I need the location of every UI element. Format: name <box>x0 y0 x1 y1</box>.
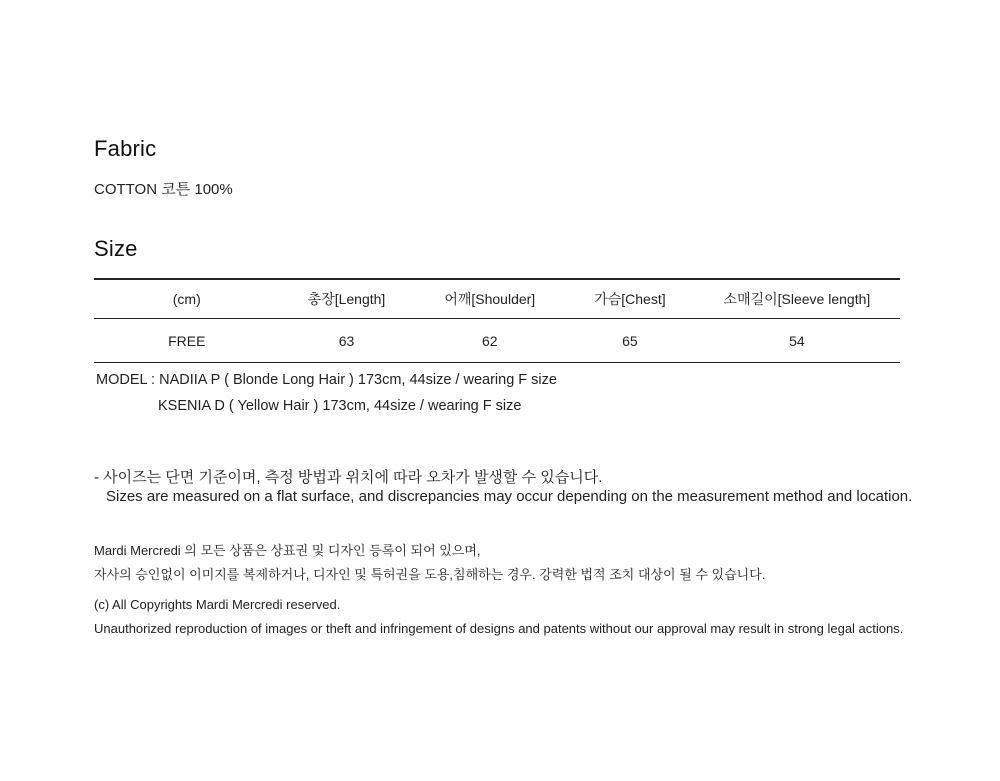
size-table-cell: 65 <box>566 319 694 363</box>
size-table-cell: 63 <box>280 319 414 363</box>
model-info-line: MODEL : NADIIA P ( Blonde Long Hair ) 173cm, 44size / wearing F size <box>96 372 557 388</box>
size-table <box>94 278 900 363</box>
size-table-header-row <box>94 279 900 319</box>
size-table-header-cell: 어깨[Shoulder] <box>414 279 567 319</box>
size-table-cell: 62 <box>414 319 567 363</box>
copyright-line: (c) All Copyrights Mardi Mercredi reserved. <box>94 597 341 612</box>
size-notice-english: Sizes are measured on a flat surface, and discrepancies may occur depending on the measurement method and location. <box>106 488 913 505</box>
fabric-heading: Fabric <box>94 136 157 161</box>
brand-notice-line: 자사의 승인없이 이미지를 복제하거나, 디자인 및 특허권을 도용,침해하는 경우. 강력한 법적 조치 대상이 될 수 있습니다. <box>94 567 766 582</box>
model-info-line: KSENIA D ( Yellow Hair ) 173cm, 44size / wearing F size <box>158 398 522 414</box>
copyright-line: Unauthorized reproduction of images or theft and infringement of designs and patents without our approval may result in strong legal actions. <box>94 621 904 636</box>
size-table-header-cell: 총장[Length] <box>280 279 414 319</box>
size-table-header-cell: (cm) <box>94 279 280 319</box>
fabric-composition: COTTON 코튼 100% <box>94 181 233 198</box>
size-notice-korean: - 사이즈는 단면 기준이며, 측정 방법과 위치에 따라 오차가 발생할 수 있습니다. <box>94 469 603 486</box>
size-heading: Size <box>94 236 138 261</box>
size-table-cell: FREE <box>94 319 280 363</box>
size-table-row <box>94 319 900 363</box>
size-table-header-cell: 가슴[Chest] <box>566 279 694 319</box>
size-table-header-cell: 소매길이[Sleeve length] <box>694 279 900 319</box>
size-table-cell: 54 <box>694 319 900 363</box>
brand-notice-line: Mardi Mercredi 의 모든 상품은 상표권 및 디자인 등록이 되어 있으며, <box>94 543 481 558</box>
